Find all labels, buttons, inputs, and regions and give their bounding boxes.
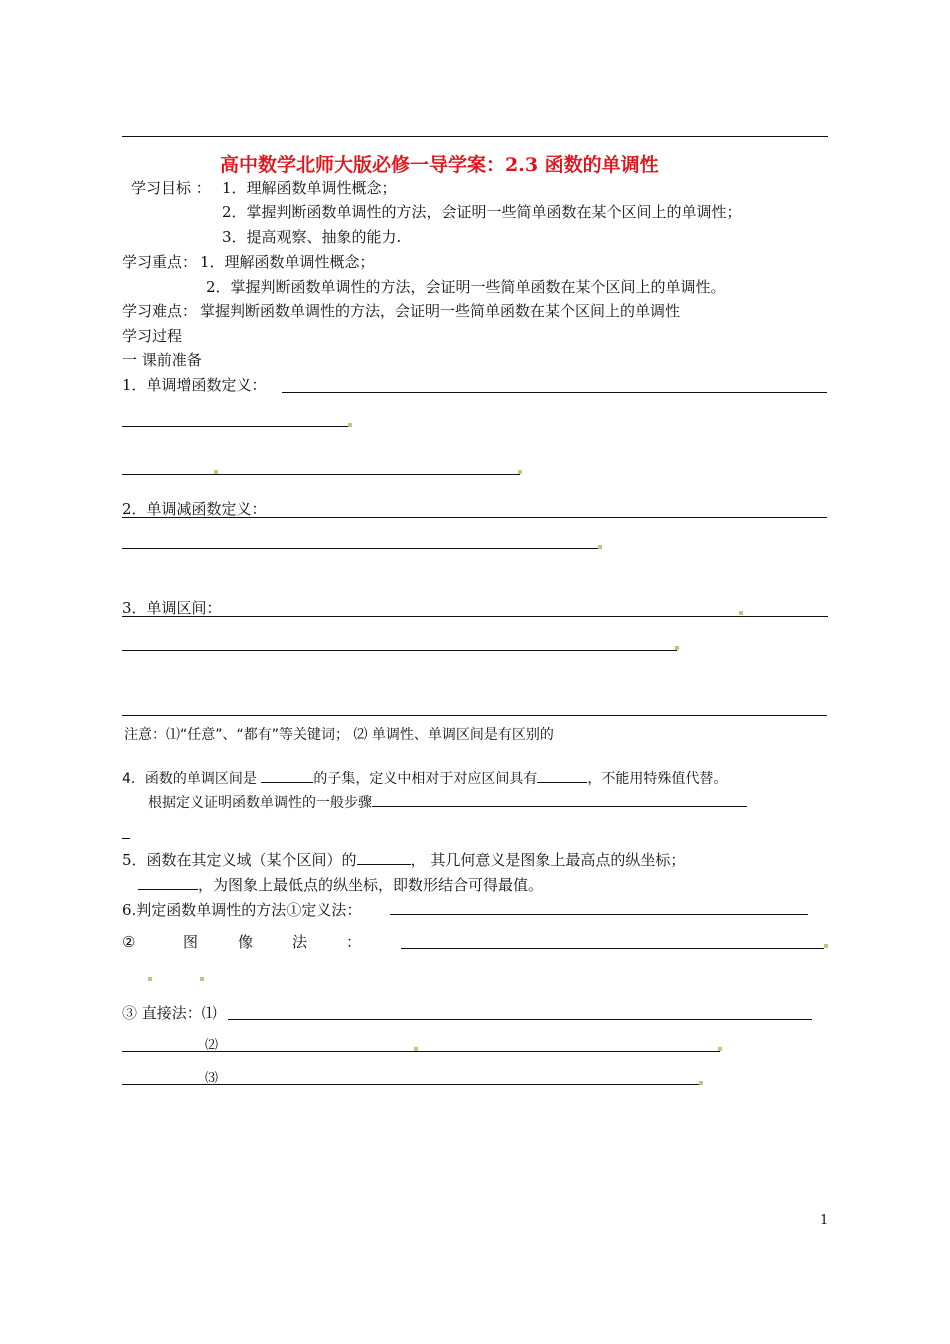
header-rule [122,136,828,137]
goals-label: 学习目标 ： [131,179,211,197]
q5-part: ， 其几何意义是图象上最高点的纵坐标； [410,851,686,869]
q5-part: 5．函数在其定义域（某个区间）的 [122,851,357,869]
mark [214,470,218,474]
method3-sub: ⑵ [205,1038,219,1053]
key-points-label: 学习重点： [122,253,198,271]
fill-line [122,650,677,651]
q3-label: 3．单调区间： [122,599,222,617]
goal-item: 3．提高观察、抽象的能力. [222,228,402,246]
fill-line [122,474,520,475]
difficulty-label: 学习难点： [122,302,198,320]
q4-part: 的子集，定义中相对于对应区间具有 [313,771,538,787]
mark [675,646,679,650]
process-heading: 学习过程 [122,327,183,345]
q2-label: 2．单调减函数定义： [122,500,267,518]
fill-line [122,426,348,427]
q1-label: 1．单调增函数定义： [122,376,267,394]
method2-char: 图 [183,933,199,951]
q4-steps-line [148,792,747,812]
mark [699,1081,703,1085]
mark [348,423,352,427]
fill-line [228,1019,812,1020]
blank [372,792,747,807]
method3-label: ③ 直接法：⑴ [122,1004,217,1022]
page-title: 高中数学北师大版必修一导学案：2.3 函数的单调性 [220,154,659,176]
fill-line [390,914,808,915]
note-text: 注意：⑴“任意”、“都有”等关键词； ⑵ 单调性、单调区间是有区别的 [124,727,554,743]
mark [598,545,602,549]
mark [200,977,204,981]
method3-sub: ⑶ [205,1071,219,1086]
key-point-item: 2．掌握判断函数单调性的方法，会证明一些简单函数在某个区间上的单调性。 [206,278,726,296]
fill-line [122,616,828,617]
difficulty-text: 掌握判断函数单调性的方法，会证明一些简单函数在某个区间上的单调性 [200,302,681,320]
q5-line [122,850,685,869]
method2-char: 法 [292,933,308,951]
mark [148,977,152,981]
fill-line [122,838,130,839]
page-number: 1 [820,1213,829,1228]
q5-line [138,875,543,894]
blank [138,875,198,890]
blank [261,768,313,783]
mark [739,611,743,615]
fill-line [401,948,824,949]
blank [357,850,411,865]
mark [414,1047,418,1051]
q5-part: ，为图象上最低点的纵坐标，即数形结合可得最值。 [198,876,544,894]
fill-line [122,1051,720,1052]
mark [518,470,522,474]
fill-line [282,392,827,393]
divider-rule [122,715,827,716]
fill-line [122,1084,700,1085]
method2-char: ② [122,933,136,951]
blank [537,768,587,783]
mark [824,944,828,948]
mark [718,1047,722,1051]
section-heading: 一 课前准备 [122,351,202,369]
q4-steps-label: 根据定义证明函数单调性的一般步骤 [148,795,372,811]
method2-char: 像 [238,933,254,951]
goal-item: 1．理解函数单调性概念； [222,179,397,197]
fill-line [122,517,827,518]
fill-line [122,548,600,549]
q4-line [122,768,727,788]
key-point-item: 1．理解函数单调性概念； [200,253,375,271]
q4-part: ，不能用特殊值代替。 [587,771,728,787]
q4-part: 4．函数的单调区间是 [122,771,257,787]
goal-item: 2．掌握判断函数单调性的方法，会证明一些简单函数在某个区间上的单调性； [222,203,742,221]
q6-label: 6.判定函数单调性的方法①定义法： [122,901,362,919]
method2-char: ： [346,933,362,951]
